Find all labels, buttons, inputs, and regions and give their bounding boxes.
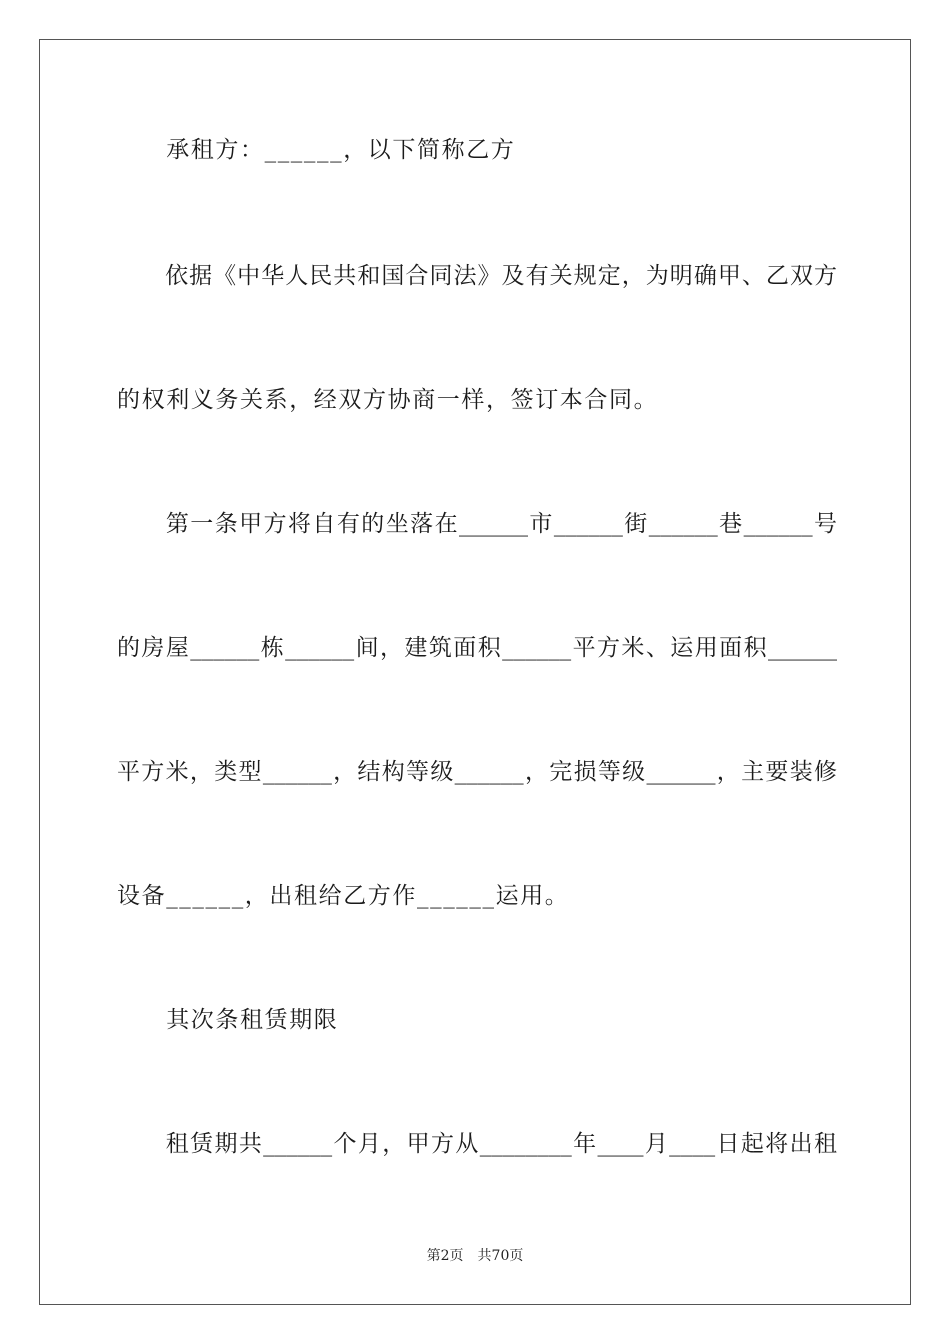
page-footer: 第2页 共70页 (426, 1248, 524, 1264)
text-line-lessee: 承租方：______，以下简称乙方 (117, 137, 516, 163)
text-line-article-1-equipment: 设备______，出租给乙方作______运用。 (117, 883, 570, 909)
text-line-article-1-type: 平方米，类型______，结构等级______，完损等级______，主要装修 (117, 759, 837, 785)
text-line-lease-term: 租赁期共______个月，甲方从________年____月____日起将出租 (117, 1131, 837, 1157)
text-line-article-1-location: 第一条甲方将自有的坐落在______市______街______巷______号 (117, 511, 837, 537)
text-line-article-2-heading: 其次条租赁期限 (117, 1007, 339, 1033)
page-frame (39, 39, 911, 1305)
text-line-basis: 依据《中华人民共和国合同法》及有关规定，为明确甲、乙双方 (117, 263, 837, 289)
text-line-rights: 的权利义务关系，经双方协商一样，签订本合同。 (117, 387, 659, 413)
text-line-article-1-area: 的房屋______栋______间，建筑面积______平方米、运用面积______ (117, 635, 837, 661)
